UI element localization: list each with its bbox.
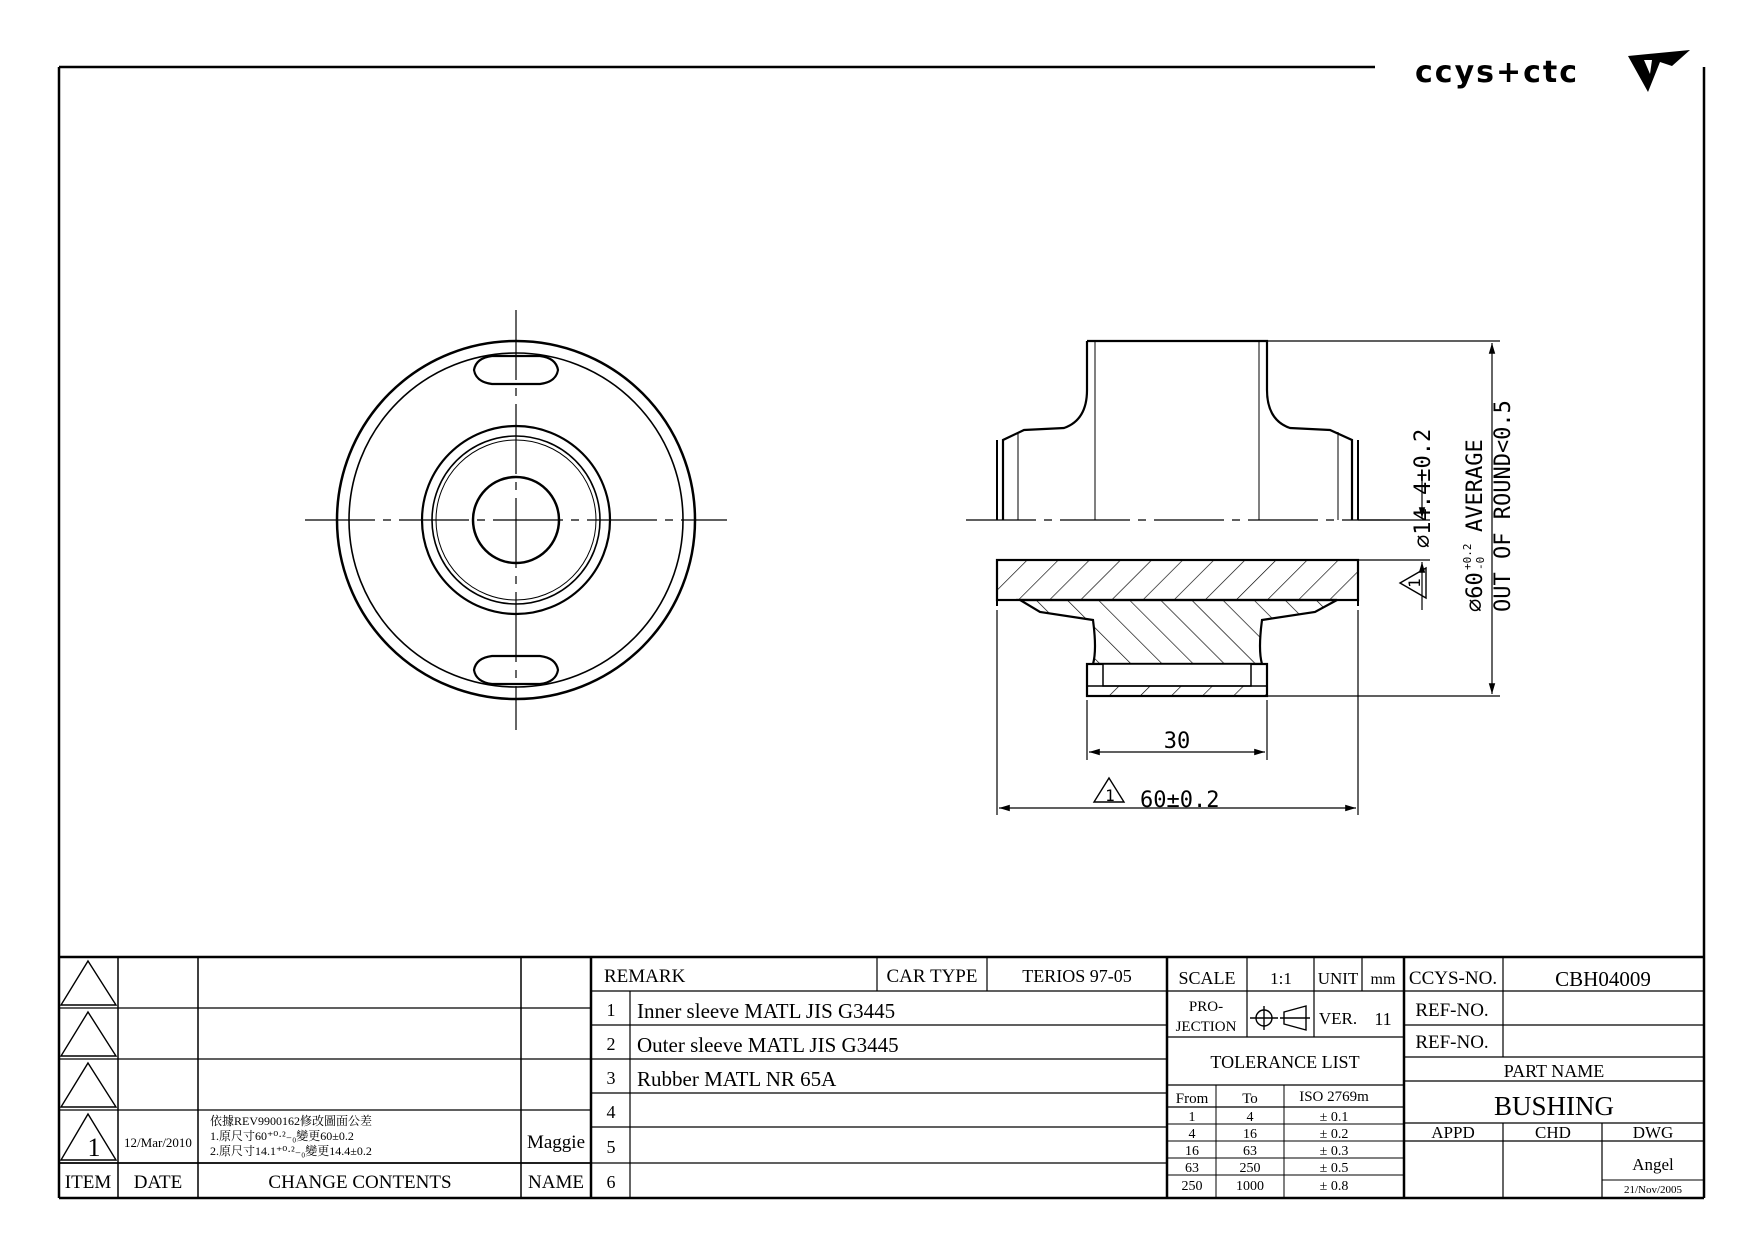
outer-diameter-note: AVERAGE <box>1463 439 1488 532</box>
tolerance-title: TOLERANCE LIST <box>1210 1052 1360 1072</box>
front-view <box>305 310 727 730</box>
revision-line-3: 2.原尺寸14.1⁺⁰·²₋₀變更14.4±0.2 <box>210 1144 372 1158</box>
ver-label: VER. <box>1318 1009 1358 1028</box>
part-name-value: BUSHING <box>1493 1091 1615 1121</box>
length-dimension: 30 <box>1163 729 1191 754</box>
tol-to: 4 <box>1246 1110 1254 1125</box>
remark-text: Rubber MATL NR 65A <box>637 1067 837 1091</box>
unit-label: UNIT <box>1317 969 1359 988</box>
ref-no-label-1: REF-NO. <box>1415 1000 1489 1021</box>
outer-diameter-dimension <box>1461 439 1488 612</box>
tol-value: ± 0.2 <box>1319 1127 1349 1142</box>
scale-label: SCALE <box>1178 968 1236 988</box>
projection-label-2: JECTION <box>1175 1019 1237 1035</box>
remark-header: REMARK <box>604 966 686 987</box>
ccys-no-label: CCYS-NO. <box>1408 968 1498 989</box>
dwg-name: Angel <box>1632 1155 1674 1174</box>
car-type-header: CAR TYPE <box>886 966 978 987</box>
remark-no: 6 <box>606 1172 616 1192</box>
company-logo <box>1415 50 1690 92</box>
tolerance-header-to: To <box>1242 1091 1258 1107</box>
remark-no: 4 <box>606 1102 616 1122</box>
tolerance-header-iso: ISO 2769m <box>1299 1089 1369 1105</box>
remark-no: 3 <box>606 1068 616 1088</box>
item-header: ITEM <box>64 1172 112 1193</box>
revision-item: 1 <box>87 1133 101 1162</box>
scale-value: 1:1 <box>1270 969 1292 988</box>
projection-symbol-icon <box>1250 1006 1310 1030</box>
section-view <box>966 341 1390 696</box>
revision-line-2: 1.原尺寸60⁺⁰·²₋₀變更60±0.2 <box>210 1129 354 1143</box>
date-header: DATE <box>133 1172 183 1193</box>
car-type-value: TERIOS 97-05 <box>1022 966 1132 986</box>
remark-no: 1 <box>606 1000 616 1020</box>
outer-length-dimension: 60±0.2 <box>1140 788 1220 813</box>
revision-date: 12/Mar/2010 <box>124 1135 192 1150</box>
outer-diameter-value: ⌀60 <box>1463 572 1488 612</box>
center-lines <box>305 310 727 730</box>
tol-value: ± 0.8 <box>1319 1179 1349 1194</box>
remark-no: 5 <box>606 1137 616 1157</box>
tol-from: 16 <box>1185 1144 1199 1159</box>
out-of-round-note: OUT OF ROUND<0.5 <box>1491 400 1516 612</box>
remark-text: Outer sleeve MATL JIS G3445 <box>637 1033 899 1057</box>
name-header: NAME <box>528 1172 584 1193</box>
tol-to: 16 <box>1243 1127 1257 1142</box>
remark-text: Inner sleeve MATL JIS G3445 <box>637 999 896 1023</box>
ccys-no-value: CBH04009 <box>1555 967 1651 991</box>
tol-to: 1000 <box>1236 1179 1264 1194</box>
title-block-grid <box>59 957 1704 1198</box>
rev-marker-label: 1 <box>1105 786 1115 805</box>
tol-from: 63 <box>1185 1161 1199 1176</box>
tol-value: ± 0.1 <box>1319 1110 1349 1125</box>
change-contents-header: CHANGE CONTENTS <box>268 1172 452 1193</box>
tol-from: 4 <box>1188 1127 1196 1142</box>
remark-no: 2 <box>606 1034 616 1054</box>
appd-label: APPD <box>1431 1123 1475 1142</box>
projection-label-1: PRO- <box>1188 999 1224 1015</box>
tol-from: 250 <box>1181 1179 1203 1194</box>
rev-marker-label-2: 1 <box>1405 578 1424 588</box>
unit-value: mm <box>1370 971 1396 988</box>
remark-table <box>604 966 1132 1192</box>
ver-value: 11 <box>1374 1009 1392 1029</box>
spec-block <box>1176 968 1396 1194</box>
logo-emblem-icon <box>1628 50 1690 92</box>
tol-value: ± 0.5 <box>1319 1161 1349 1176</box>
drawing-frame <box>59 67 1704 1198</box>
tolerance-header-from: From <box>1175 1091 1209 1107</box>
tol-to: 63 <box>1243 1144 1257 1159</box>
ref-no-label-2: REF-NO. <box>1415 1032 1489 1053</box>
revision-line-1: 依據REV9900162修改圖面公差 <box>210 1114 373 1128</box>
part-name-label: PART NAME <box>1503 1061 1605 1081</box>
tol-from: 1 <box>1188 1110 1196 1125</box>
revision-name: Maggie <box>526 1132 586 1153</box>
outer-diameter-tol-upper: +0.2 <box>1461 543 1474 570</box>
dwg-label: DWG <box>1632 1123 1674 1142</box>
tol-value: ± 0.3 <box>1319 1144 1349 1159</box>
tol-to: 250 <box>1239 1161 1261 1176</box>
inner-diameter-dimension: ⌀14.4±0.2 <box>1411 428 1436 548</box>
chd-label: CHD <box>1535 1123 1571 1142</box>
revision-table <box>65 1113 585 1193</box>
outer-diameter-tol-lower: -0 <box>1474 556 1487 570</box>
dwg-date: 21/Nov/2005 <box>1623 1184 1683 1196</box>
logo-text: ccys+ctc <box>1415 55 1580 90</box>
